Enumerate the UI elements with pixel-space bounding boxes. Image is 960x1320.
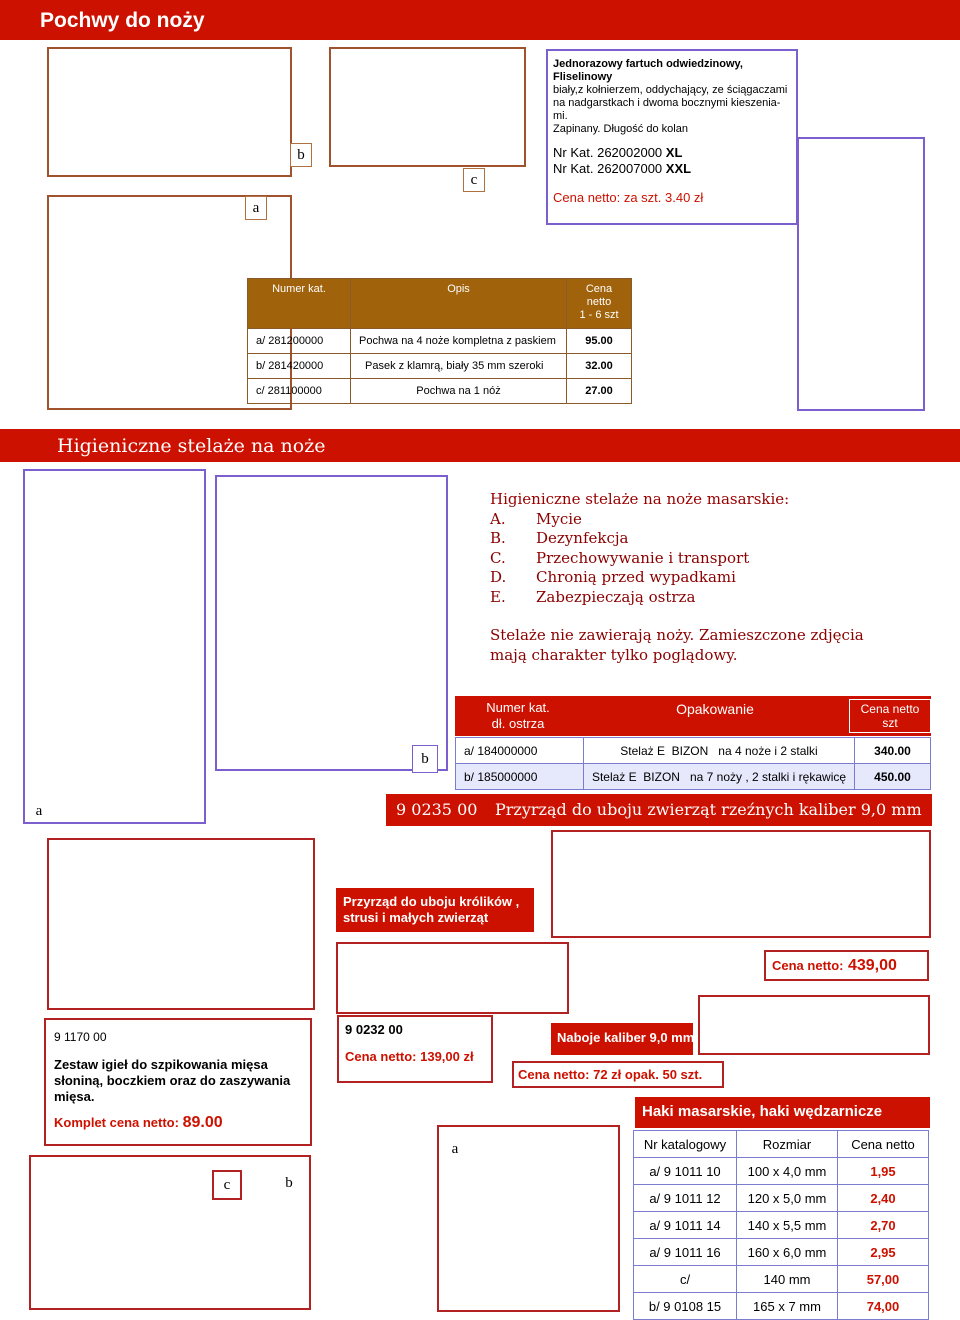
apron-desc-line3: mi. <box>553 110 568 122</box>
col-header-size: Rozmiar <box>737 1131 838 1158</box>
col-header-desc: Opis <box>351 279 567 329</box>
label-b: b <box>412 745 438 773</box>
small-stunner-price <box>764 950 929 981</box>
product-image-rack-a <box>23 469 206 824</box>
label-b: b <box>290 143 312 167</box>
table-row <box>248 354 632 379</box>
cell-size: 100 x 4,0 mm <box>737 1158 838 1185</box>
cell-price: 2,70 <box>838 1212 929 1239</box>
item-0232-box <box>337 1015 493 1083</box>
apron-desc-line2: na nadgarstkach i dwoma bocznymi kieszenia- <box>553 97 781 109</box>
cell-desc: Pasek z klamrą, biały 35 mm szeroki <box>351 354 567 379</box>
cell-price: 340.00 <box>855 738 931 764</box>
feature-text: Mycie <box>536 509 582 528</box>
product-image-small-stunner <box>336 942 569 1014</box>
section-header-knife-racks <box>0 429 960 462</box>
col-header-price <box>849 699 931 733</box>
feature-text: Chronią przed wypadkami <box>536 568 736 586</box>
section-title: Higieniczne stelaże na noże <box>57 435 326 457</box>
col-header-catalog: Nr katalogowy <box>634 1131 737 1158</box>
list-marker: D. <box>490 568 507 586</box>
feature-text: Przechowywanie i transport <box>536 548 750 567</box>
table-row <box>634 1266 929 1293</box>
price-label: Cena netto: <box>772 958 844 973</box>
apron-info-box <box>546 49 798 225</box>
label-line2: strusi i małych zwierząt <box>343 910 489 925</box>
needles-code: 9 1170 00 <box>54 1030 107 1044</box>
size-label: XL <box>665 145 683 160</box>
cell-catalog: a/ 9 1011 14 <box>634 1212 737 1239</box>
label-a: a <box>245 196 267 220</box>
header-l1: Numer kat. <box>486 700 550 715</box>
col-header-number: Numer kat. <box>248 279 351 329</box>
label-c: c <box>212 1170 242 1200</box>
cell-price: 450.00 <box>855 764 931 790</box>
cell-price: 95.00 <box>567 329 632 354</box>
section-header-knife-sheaths <box>0 0 960 40</box>
table-row <box>456 738 931 764</box>
cell-size: 140 mm <box>737 1266 838 1293</box>
cell-price: 2,95 <box>838 1239 929 1266</box>
product-image-apron <box>797 137 925 411</box>
list-marker: C. <box>490 548 506 567</box>
needles-box <box>44 1018 312 1146</box>
table-row <box>248 329 632 354</box>
cell-price: 32.00 <box>567 354 632 379</box>
price-header-l2: netto <box>586 296 612 308</box>
table-header-row <box>248 279 632 329</box>
cell-catalog: a/ 9 1011 12 <box>634 1185 737 1212</box>
header-l2: szt <box>882 716 898 730</box>
cell-size: 140 x 5,5 mm <box>737 1212 838 1239</box>
cell-price: 1,95 <box>838 1158 929 1185</box>
feature-text: Dezynfekcja <box>536 529 629 547</box>
col-header-packaging: Opakowanie <box>676 701 754 717</box>
cell-number: b/ 185000000 <box>456 764 584 790</box>
cell-price: 74,00 <box>838 1293 929 1320</box>
product-image-cartridges <box>698 995 930 1055</box>
apron-title-line2: Fliselinowy <box>553 71 613 83</box>
price-header-l1: Cena <box>585 283 613 295</box>
apron-desc-line1: biały,z kołnierzem, oddychający, ze ściągaczami <box>553 84 788 96</box>
cell-catalog: c/ <box>634 1266 737 1293</box>
racks-price-table <box>455 737 931 790</box>
racks-feature <box>490 549 930 569</box>
item-price: Cena netto: 139,00 zł <box>345 1049 474 1064</box>
table-row <box>248 379 632 404</box>
header-l2: dł. ostrza <box>491 716 545 731</box>
stunner-title: Przyrząd do uboju zwierząt rzeźnych kaliber 9,0 mm <box>495 800 922 819</box>
price-value: 89.00 <box>182 1114 223 1131</box>
product-image-sheath-b <box>47 47 292 177</box>
stunner-title-bar <box>386 794 932 826</box>
hooks-price-table <box>633 1130 929 1320</box>
table-row <box>634 1239 929 1266</box>
table-row <box>634 1158 929 1185</box>
cat-prefix: Nr Kat. <box>553 161 594 176</box>
apron-cat-xl <box>553 145 791 161</box>
col-header-price: Cena netto <box>838 1131 929 1158</box>
apron-cat-xxl <box>553 161 791 177</box>
cell-desc: Stelaż E BIZON na 7 noży , 2 stalki i rękawicę <box>584 764 855 790</box>
label-a: a <box>35 803 43 819</box>
size-label: XXL <box>665 161 692 176</box>
apron-title-line1: Jednorazowy fartuch odwiedzinowy, <box>553 58 743 70</box>
cell-number: a/ 184000000 <box>456 738 584 764</box>
table-header-row <box>634 1131 929 1158</box>
cat-number: 262002000 <box>597 145 663 160</box>
cell-number: c/ 281100000 <box>248 379 351 404</box>
col-header-price <box>567 279 632 329</box>
cell-catalog: b/ 9 0108 15 <box>634 1293 737 1320</box>
needles-line2: słoniną, boczkiem oraz do zaszywania <box>54 1073 291 1088</box>
product-image-hooks-c <box>29 1155 311 1310</box>
cell-size: 120 x 5,0 mm <box>737 1185 838 1212</box>
needles-line3: mięsa. <box>54 1089 95 1104</box>
racks-heading: Higieniczne stelaże na noże masarskie: <box>490 490 790 508</box>
product-image-rack-b <box>215 475 448 771</box>
label-c: c <box>463 168 485 192</box>
price-header-l3: 1 - 6 szt <box>579 309 619 321</box>
racks-feature <box>490 588 930 608</box>
cell-size: 165 x 7 mm <box>737 1293 838 1320</box>
racks-feature <box>490 568 930 588</box>
apron-desc-line4: Zapinany. Długość do kolan <box>553 123 688 135</box>
cat-prefix: Nr Kat. <box>553 145 594 160</box>
item-code: 9 0232 00 <box>345 1022 403 1037</box>
product-image-stunner <box>47 838 315 1010</box>
racks-feature <box>490 510 930 530</box>
col-header-number <box>455 700 581 732</box>
label-line1: Przyrząd do uboju królików , <box>343 894 520 909</box>
table-row <box>634 1185 929 1212</box>
stunner-code: 9 0235 00 <box>396 800 478 819</box>
small-stunner-label <box>336 888 534 932</box>
price-label: Komplet cena netto: <box>54 1115 179 1130</box>
cell-number: b/ 281420000 <box>248 354 351 379</box>
cell-catalog: a/ 9 1011 16 <box>634 1239 737 1266</box>
product-image-stunner-detail <box>551 830 931 938</box>
needles-line1: Zestaw igieł do szpikowania mięsa <box>54 1057 268 1072</box>
section-title: Pochwy do noży <box>40 9 205 32</box>
cell-catalog: a/ 9 1011 10 <box>634 1158 737 1185</box>
product-image-sheath-c <box>329 47 526 167</box>
racks-note-line2: mają charakter tylko poglądowy. <box>490 645 738 664</box>
label-b: b <box>285 1175 293 1191</box>
list-marker: E. <box>490 587 506 606</box>
cartridges-price: Cena netto: 72 zł opak. 50 szt. <box>512 1061 724 1088</box>
cell-price: 27.00 <box>567 379 632 404</box>
cell-size: 160 x 6,0 mm <box>737 1239 838 1266</box>
feature-text: Zabezpieczają ostrza <box>536 587 696 606</box>
cell-desc: Stelaż E BIZON na 4 noże i 2 stalki <box>584 738 855 764</box>
header-l1: Cena netto <box>860 702 920 716</box>
cartridges-title: Naboje kaliber 9,0 mm <box>551 1023 693 1055</box>
label-a: a <box>451 1141 459 1157</box>
hooks-title: Haki masarskie, haki wędzarnicze <box>635 1097 930 1128</box>
apron-price: Cena netto: za szt. 3.40 zł <box>553 190 704 205</box>
cell-desc: Pochwa na 4 noże kompletna z paskiem <box>351 329 567 354</box>
table-row <box>634 1212 929 1239</box>
cat-number: 262007000 <box>597 161 663 176</box>
cell-price: 57,00 <box>838 1266 929 1293</box>
list-marker: A. <box>490 509 506 528</box>
table-row <box>456 764 931 790</box>
cell-desc: Pochwa na 1 nóż <box>351 379 567 404</box>
list-marker: B. <box>490 529 506 547</box>
cell-number: a/ 281200000 <box>248 329 351 354</box>
sheaths-price-table <box>247 278 632 404</box>
racks-table-header <box>455 696 931 736</box>
racks-note-line1: Stelaże nie zawierają noży. Zamieszczone zdjęcia <box>490 626 864 644</box>
racks-description <box>490 490 930 665</box>
cell-price: 2,40 <box>838 1185 929 1212</box>
table-row <box>634 1293 929 1320</box>
price-value: 439,00 <box>847 957 897 974</box>
racks-feature <box>490 529 930 549</box>
